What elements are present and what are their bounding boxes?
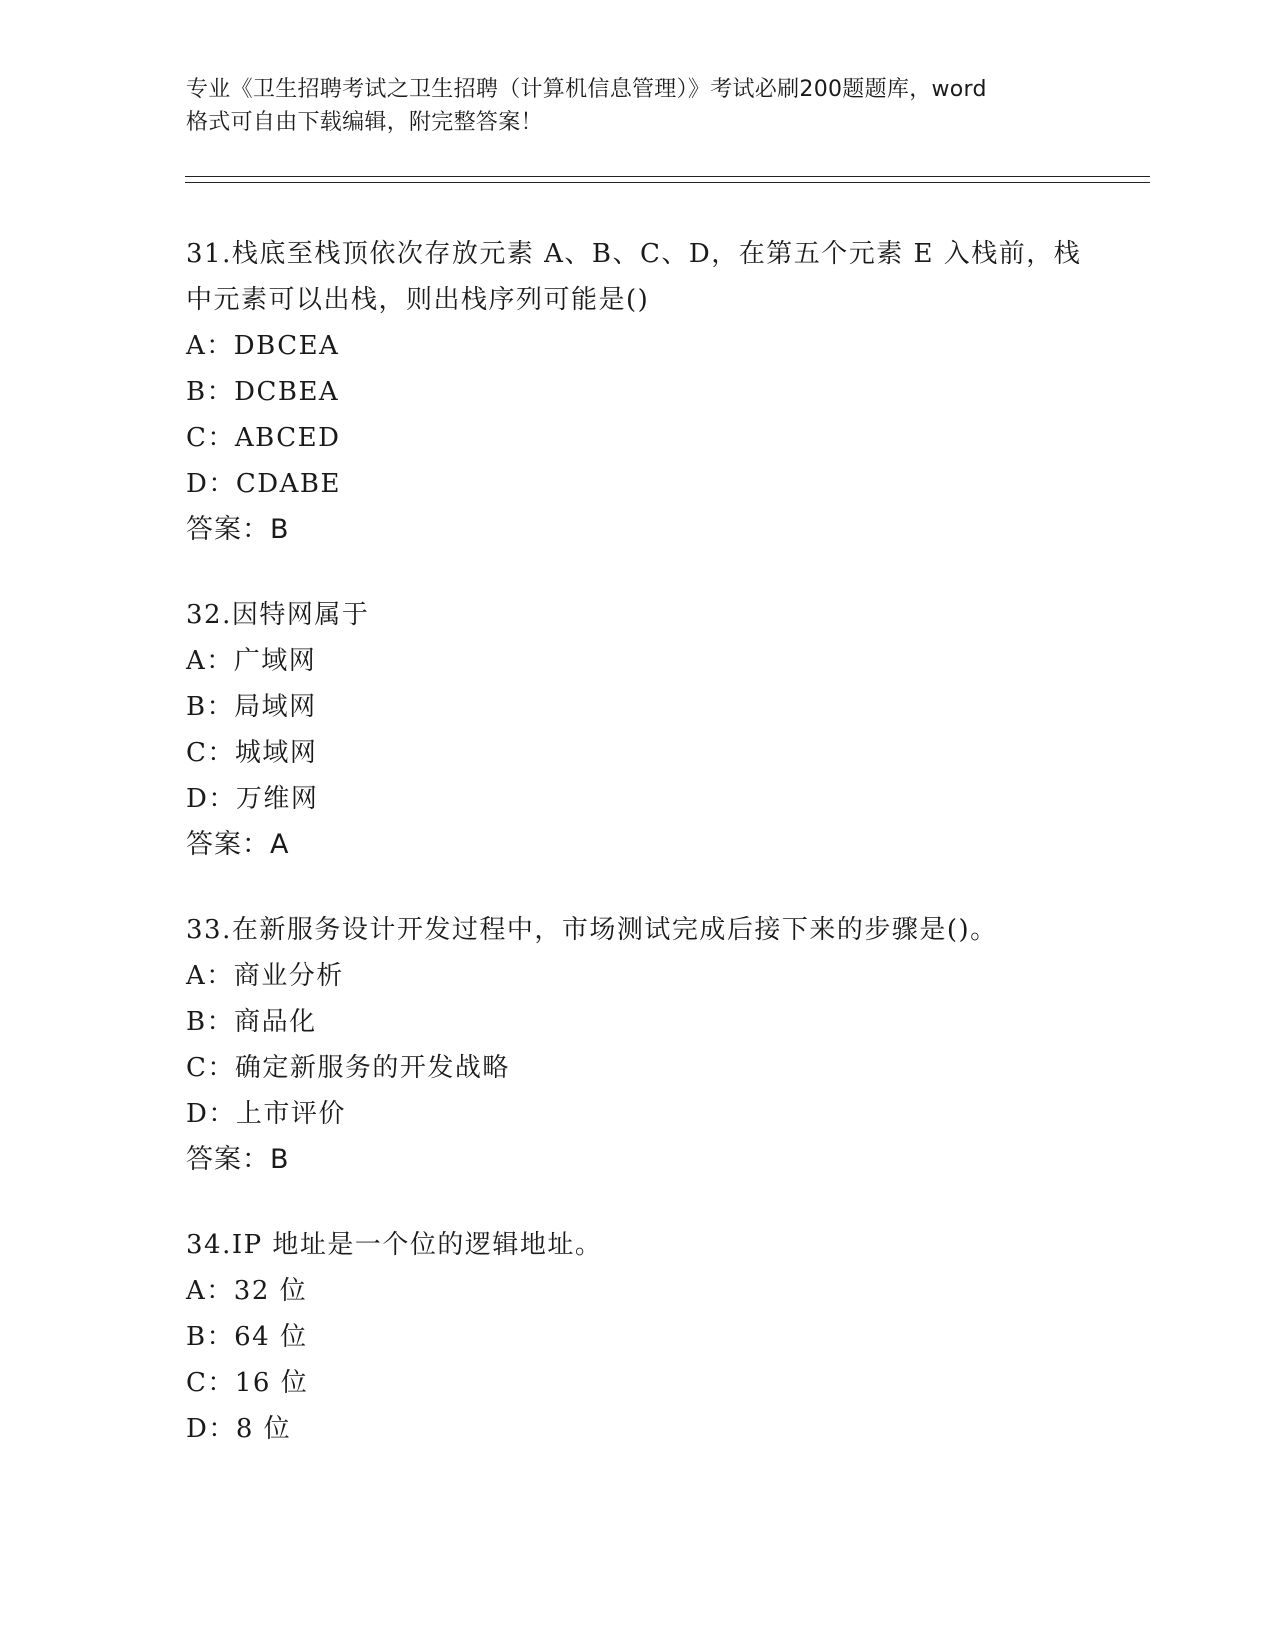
option-d: D：万维网 [186, 784, 319, 814]
option-d: D：8 位 [186, 1414, 292, 1444]
option-a: A：DBCEA [186, 331, 340, 361]
question-32 [186, 592, 1086, 868]
option-c: C：确定新服务的开发战略 [186, 1053, 510, 1083]
option-a: A：商业分析 [186, 961, 344, 991]
option-a: A：32 位 [186, 1276, 308, 1306]
question-31 [186, 231, 1086, 553]
question-text-line-1: 32.因特网属于 [186, 600, 370, 630]
option-a: A：广域网 [186, 646, 317, 676]
answer: 答案：A [186, 829, 290, 860]
header-line-2: 格式可自由下载编辑，附完整答案！ [186, 110, 543, 135]
option-b: B：DCBEA [186, 377, 340, 407]
answer: 答案：B [186, 514, 290, 545]
option-d: D：上市评价 [186, 1099, 346, 1129]
question-text-line-1: 31.栈底至栈顶依次存放元素 A、B、C、D，在第五个元素 E 入栈前，栈 [186, 239, 1082, 269]
header-divider-bottom [185, 182, 1150, 183]
option-c: C：城域网 [186, 738, 318, 768]
option-c: C：16 位 [186, 1368, 309, 1398]
option-b: B：局域网 [186, 692, 317, 722]
question-33 [186, 907, 1086, 1183]
option-b: B：64 位 [186, 1322, 308, 1352]
option-d: D：CDABE [186, 469, 341, 499]
answer: 答案：B [186, 1144, 290, 1175]
question-text-line-2: 中元素可以出栈，则出栈序列可能是() [186, 285, 650, 315]
header-line-1: 专业《卫生招聘考试之卫生招聘（计算机信息管理）》考试必刷200题题库，word [186, 77, 987, 102]
option-b: B：商品化 [186, 1007, 317, 1037]
option-c: C：ABCED [186, 423, 341, 453]
document-header [186, 73, 1086, 139]
question-34 [186, 1222, 1086, 1452]
question-text-line-1: 33.在新服务设计开发过程中，市场测试完成后接下来的步骤是()。 [186, 915, 998, 945]
question-text-line-1: 34.IP 地址是一个位的逻辑地址。 [186, 1230, 603, 1260]
header-divider-top [185, 176, 1150, 177]
